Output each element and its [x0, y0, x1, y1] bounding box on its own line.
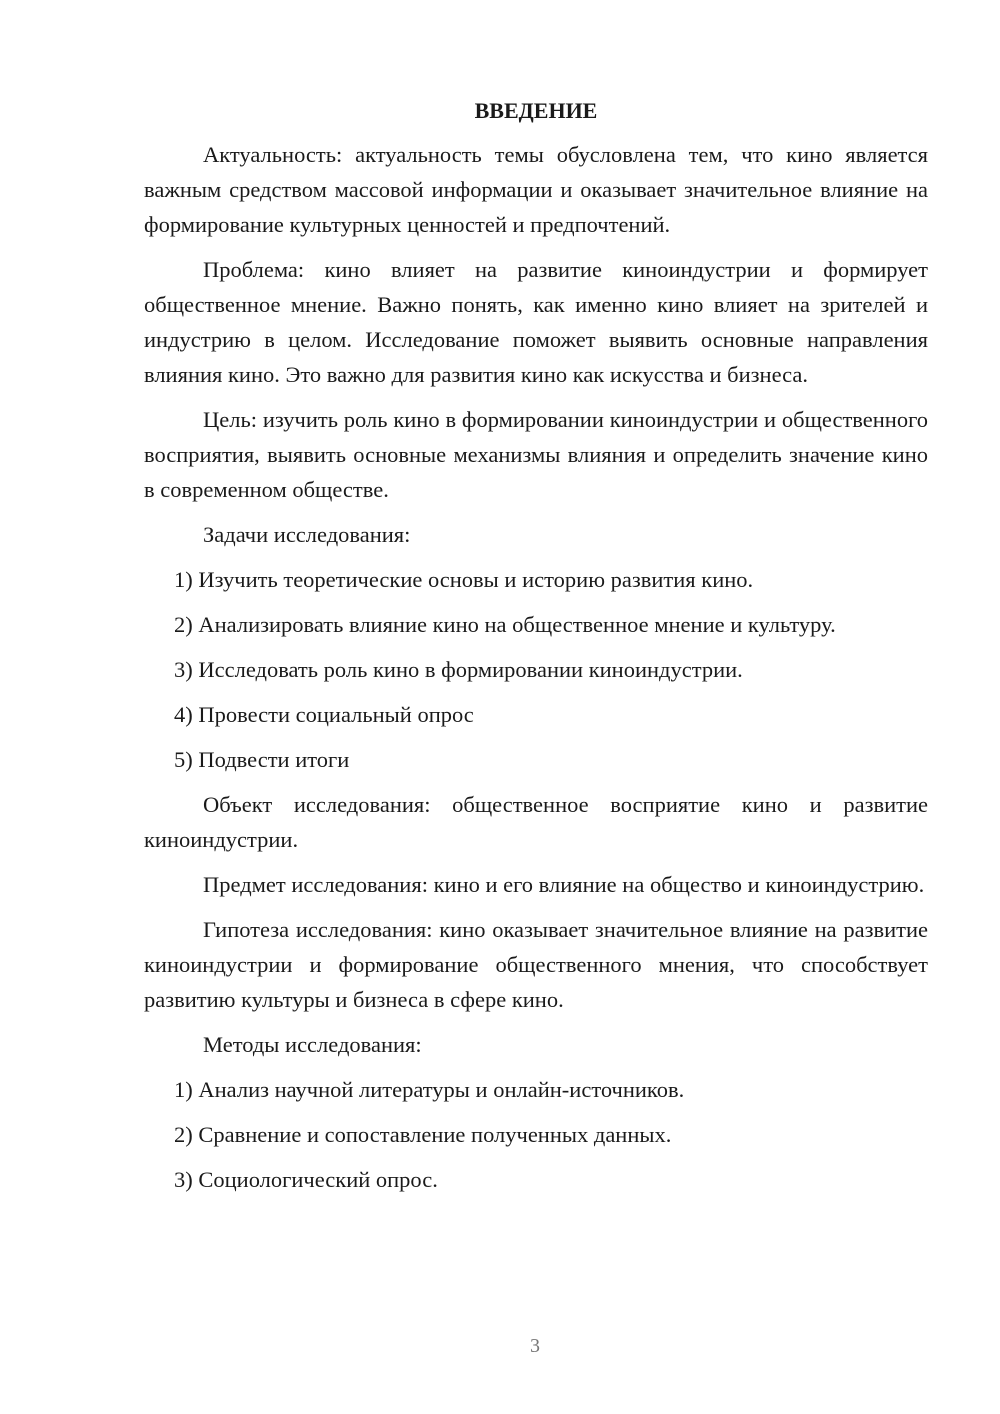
- page-number: 3: [530, 1335, 540, 1357]
- goal-paragraph: Цель: изучить роль кино в формировании киноиндустрии и общественного восприятия, выявить основные механизмы влияния и определить значение кино в современном обществе.: [144, 407, 928, 502]
- task-item: 5) Подвести итоги: [174, 747, 350, 772]
- tasks-heading: Задачи исследования:: [203, 522, 411, 547]
- method-item: 2) Сравнение и сопоставление полученных данных.: [174, 1122, 672, 1147]
- task-item: 4) Провести социальный опрос: [174, 702, 474, 727]
- hypothesis-paragraph: Гипотеза исследования: кино оказывает значительное влияние на развитие киноиндустрии и формирование общественного мнения, что способствует развитию культуры и бизнеса в сфере кино.: [144, 917, 928, 1012]
- relevance-paragraph: Актуальность: актуальность темы обусловлена тем, что кино является важным средством массовой информации и оказывает значительное влияние на формирование культурных ценностей и предпочтений.: [144, 142, 928, 237]
- subject-paragraph: Предмет исследования: кино и его влияние на общество и киноиндустрию.: [203, 872, 925, 897]
- methods-heading: Методы исследования:: [203, 1032, 422, 1057]
- task-item: 2) Анализировать влияние кино на общественное мнение и культуру.: [174, 612, 836, 637]
- method-item: 1) Анализ научной литературы и онлайн-источников.: [174, 1077, 685, 1102]
- problem-paragraph: Проблема: кино влияет на развитие киноиндустрии и формирует общественное мнение. Важно понять, как именно кино влияет на зрителей и индустрию в целом. Исследование поможет выявить основные направления влияния кино. Это важно для развития кино как искусства и бизнеса.: [144, 257, 928, 387]
- task-item: 1) Изучить теоретические основы и историю развития кино.: [174, 567, 754, 592]
- page-title: ВВЕДЕНИЕ: [474, 98, 598, 123]
- object-paragraph: Объект исследования: общественное восприятие кино и развитие киноиндустрии.: [144, 792, 928, 852]
- method-item: 3) Социологический опрос.: [174, 1167, 438, 1192]
- document-page: [144, 95, 928, 1207]
- task-item: 3) Исследовать роль кино в формировании киноиндустрии.: [174, 657, 743, 682]
